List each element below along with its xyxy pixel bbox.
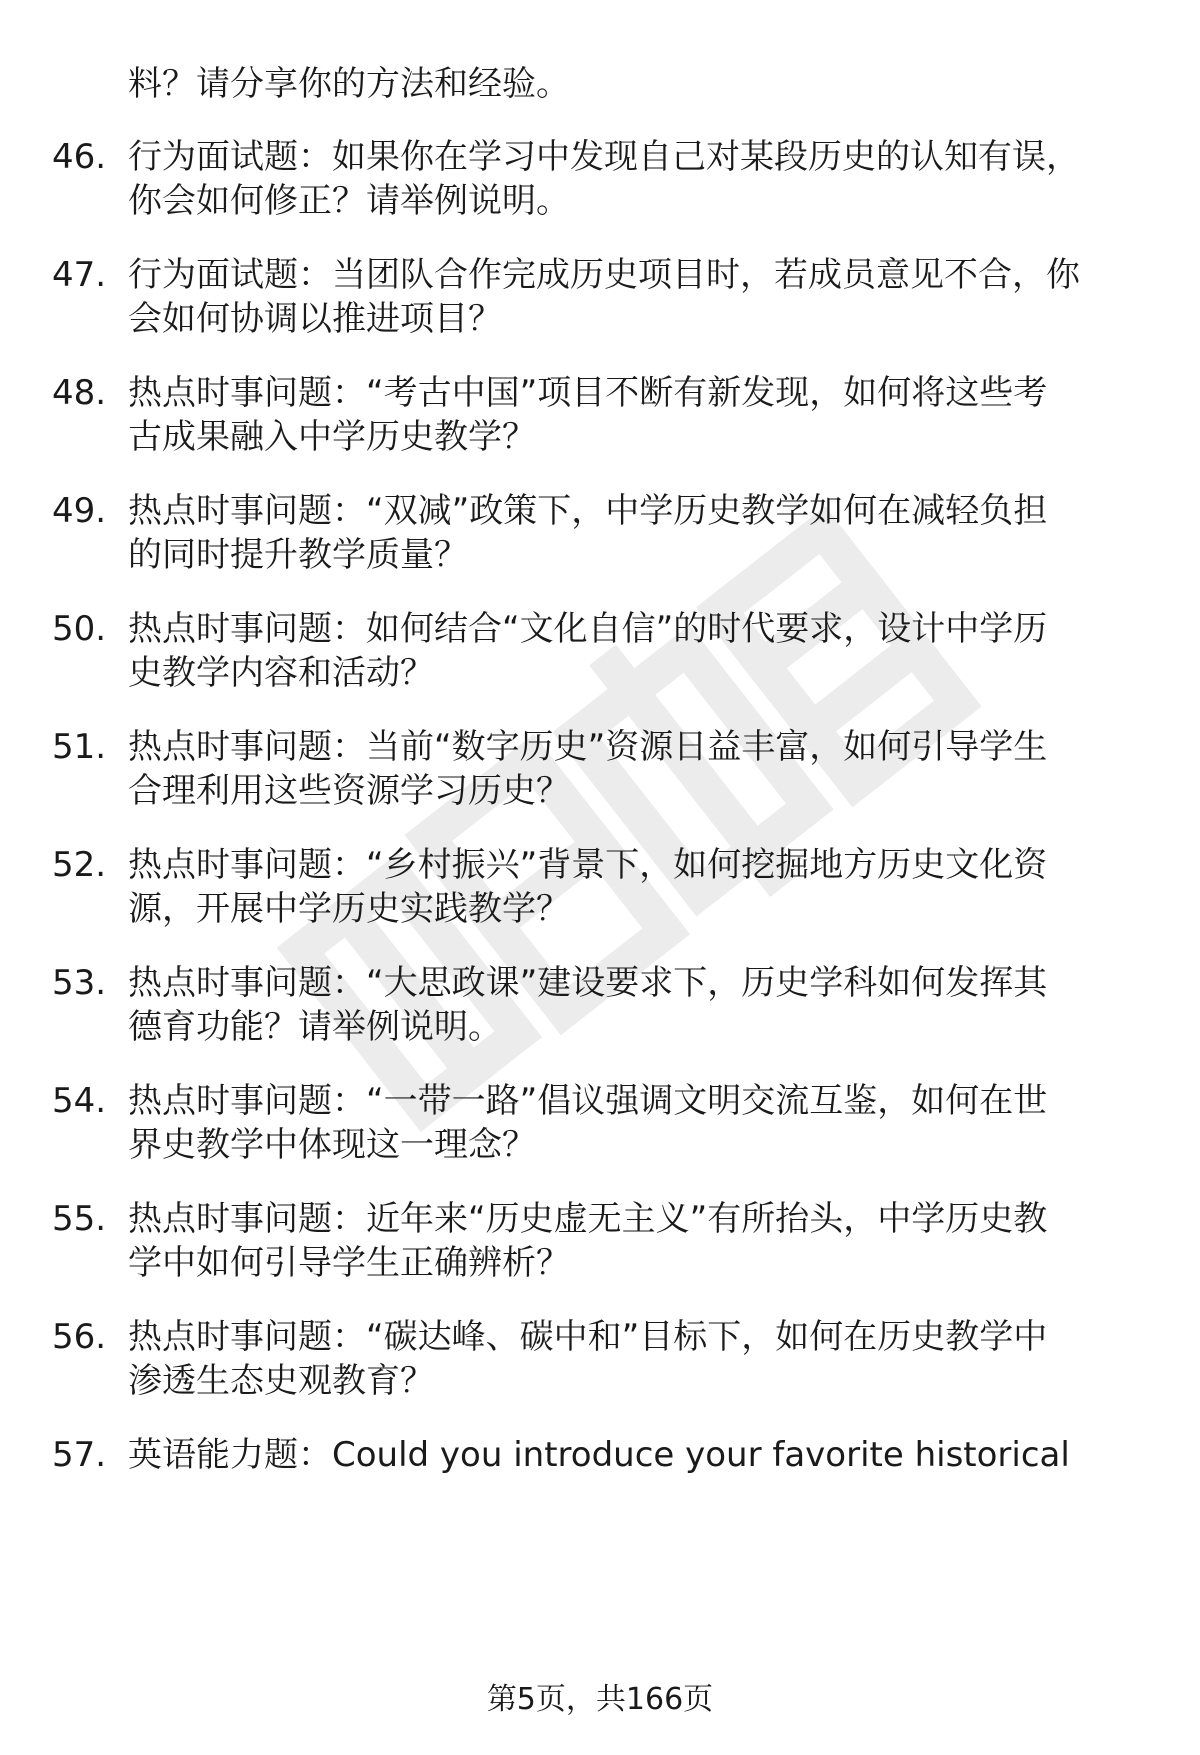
question-text-line: 渗透生态史观教育？ — [128, 1361, 434, 1401]
question-text-line: 行为面试题：如果你在学习中发现自己对某段历史的认知有误， — [128, 137, 1080, 177]
question-number: 53. — [52, 963, 107, 1003]
question-text-line: 德育功能？请举例说明。 — [128, 1007, 502, 1047]
question-number: 54. — [52, 1081, 107, 1121]
question-number: 48. — [52, 373, 107, 413]
question-text-line: 热点时事问题：“碳达峰、碳中和”目标下，如何在历史教学中 — [128, 1317, 1048, 1357]
question-text-line: 热点时事问题：“乡村振兴”背景下，如何挖掘地方历史文化资 — [128, 845, 1048, 885]
page-number: 第5页，共166页 — [486, 1682, 714, 1717]
question-number: 51. — [52, 727, 107, 767]
question-number: 55. — [52, 1199, 107, 1239]
question-text-line: 源，开展中学历史实践教学？ — [128, 889, 570, 929]
question-number: 49. — [52, 491, 107, 531]
question-number: 57. — [52, 1435, 107, 1475]
question-text-line: 热点时事问题：“考古中国”项目不断有新发现，如何将这些考 — [128, 373, 1048, 413]
question-text-line: 行为面试题：当团队合作完成历史项目时，若成员意见不合，你 — [128, 255, 1080, 295]
question-number: 56. — [52, 1317, 107, 1357]
question-text-line: 热点时事问题：近年来“历史虚无主义”有所抬头，中学历史教 — [128, 1199, 1048, 1239]
question-text-line: 界史教学中体现这一理念？ — [128, 1125, 536, 1165]
question-text-line: 热点时事问题：当前“数字历史”资源日益丰富，如何引导学生 — [128, 727, 1048, 767]
question-text-line: 合理利用这些资源学习历史？ — [128, 771, 570, 811]
question-number: 50. — [52, 609, 107, 649]
question-text-line: 热点时事问题：“大思政课”建设要求下，历史学科如何发挥其 — [128, 963, 1048, 1003]
question-text-line: 英语能力题：Could you introduce your favorite historical — [128, 1435, 1070, 1475]
question-text-line: 你会如何修正？请举例说明。 — [128, 181, 570, 221]
question-text-line: 史教学内容和活动？ — [128, 653, 434, 693]
question-number: 47. — [52, 255, 107, 295]
question-text-line: 会如何协调以推进项目？ — [128, 299, 502, 339]
question-text-line: 热点时事问题：如何结合“文化自信”的时代要求，设计中学历 — [128, 609, 1048, 649]
question-text-line: 古成果融入中学历史教学？ — [128, 417, 536, 457]
question-number: 46. — [52, 137, 107, 177]
question-number: 52. — [52, 845, 107, 885]
question-text-line: 热点时事问题：“一带一路”倡议强调文明交流互鉴，如何在世 — [128, 1081, 1048, 1121]
continuation-text: 料？请分享你的方法和经验。 — [128, 64, 570, 104]
question-text-line: 热点时事问题：“双减”政策下，中学历史教学如何在减轻负担 — [128, 491, 1048, 531]
question-text-line: 学中如何引导学生正确辨析？ — [128, 1243, 570, 1283]
question-text-line: 的同时提升教学质量？ — [128, 535, 468, 575]
